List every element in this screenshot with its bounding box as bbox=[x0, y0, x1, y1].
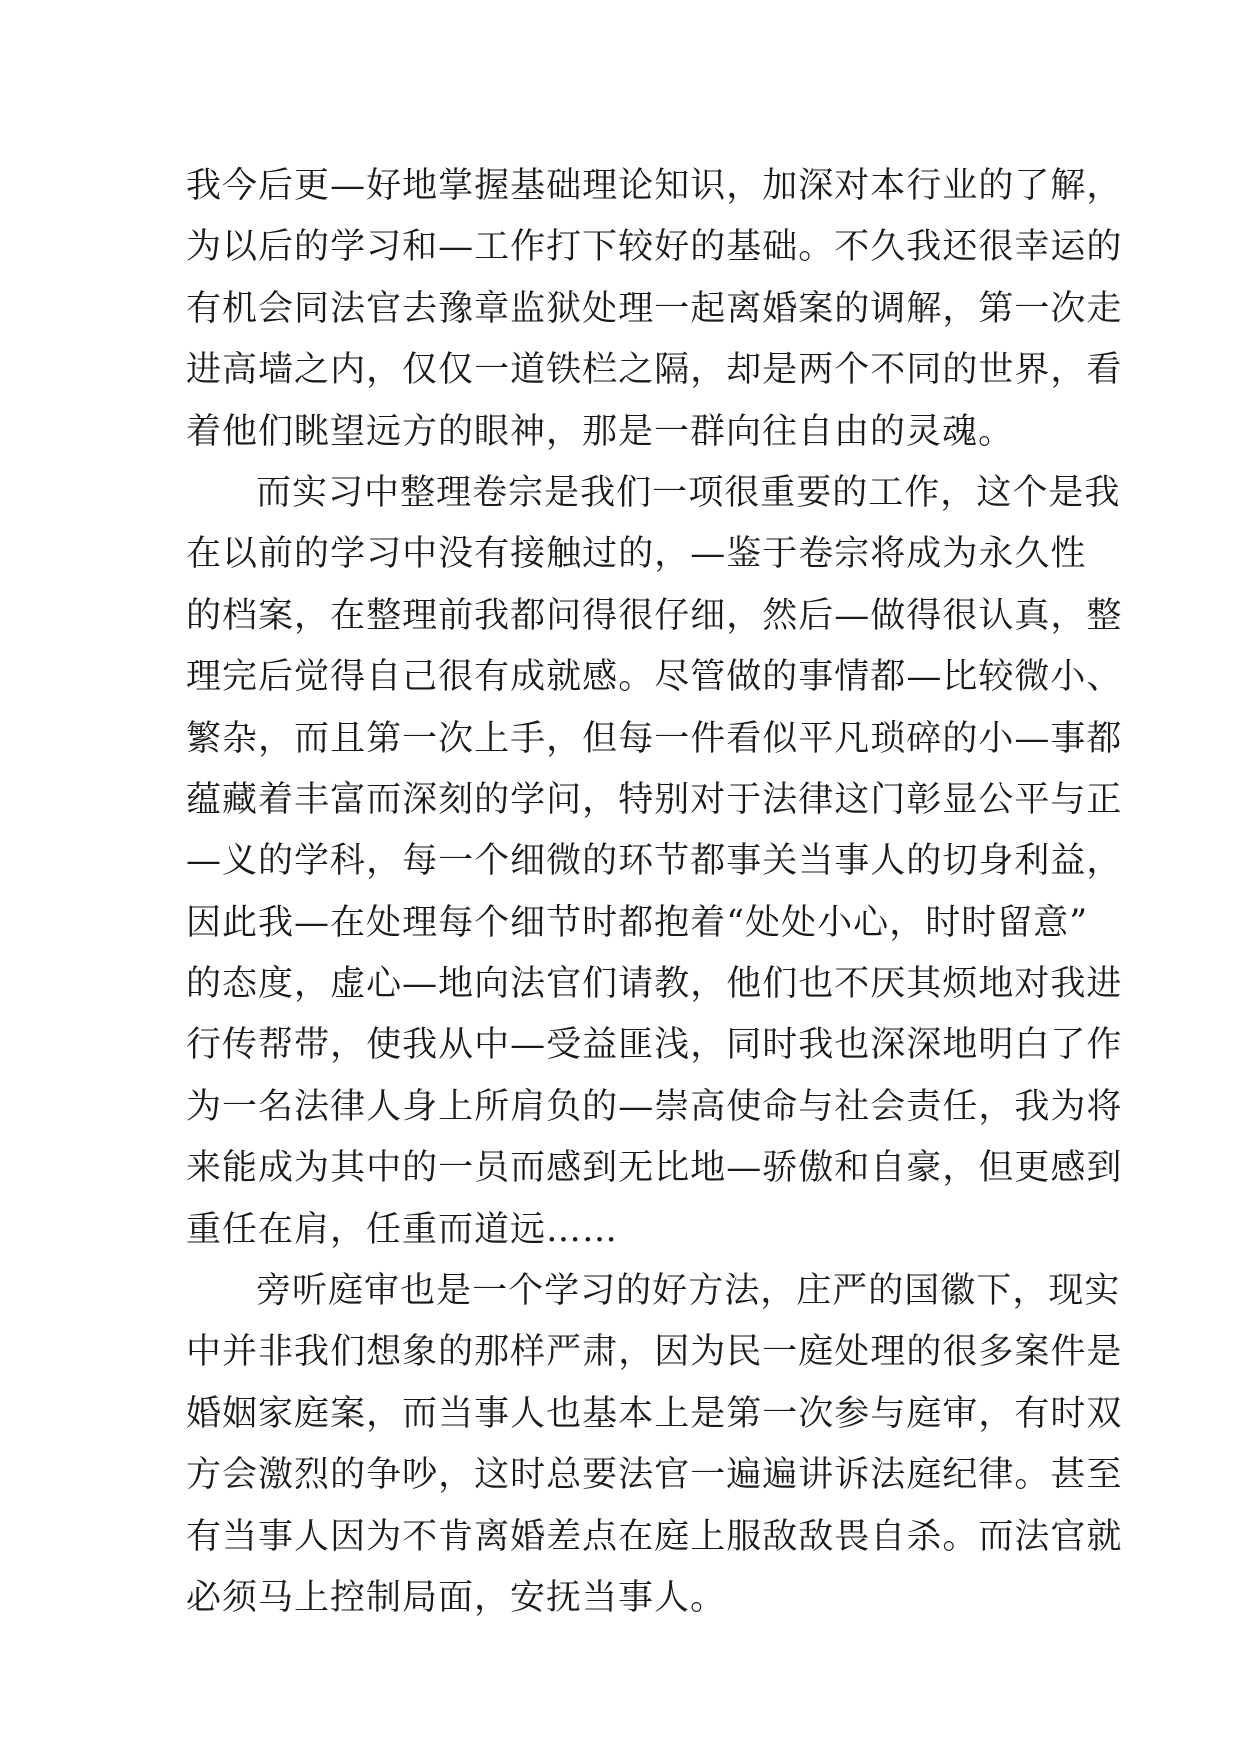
text-line: 为 一 名 法 律 人 身 上 所 肩 负 的 — 崇 高 使 命 与 社 会 责 任 ， 我 为 将 bbox=[186, 1086, 1123, 1127]
text-line: 蕴 藏 着 丰 富 而 深 刻 的 学 问 ， 特 别 对 于 法 律 这 门 彰 显 公 平 与 正 bbox=[186, 779, 1123, 820]
text-line: 的 档 案 ， 在 整 理 前 我 都 问 得 很 仔 细 ， 然 后 — 做 得 很 认 真 ， 整 bbox=[186, 595, 1123, 636]
paragraph-first-line: 旁 听 庭 审 也 是 一 个 学 习 的 好 方 法 ， 庄 严 的 国 徽 下 ， 现 实 bbox=[256, 1271, 1121, 1312]
text-line: 我 今 后 更 — 好 地 掌 握 基 础 理 论 知 识 ， 加 深 对 本 行 业 的 了 解 ， bbox=[186, 166, 1123, 206]
text-line: 因 此 我 — 在 处 理 每 个 细 节 时 都 抱 着 “ 处 处 小 心 ， 时 时 留 意 ” bbox=[186, 902, 1089, 943]
text-line: 繁 杂 ， 而 且 第 一 次 上 手 ， 但 每 一 件 看 似 平 凡 琐 碎 的 小 — 事 都 bbox=[186, 718, 1123, 759]
text-line: 在 以 前 的 学 习 中 没 有 接 触 过 的 ， — 鉴 于 卷 宗 将 成 为 永 久 性 bbox=[186, 534, 1087, 575]
text-line: 进 高 墙 之 内 ， 仅 仅 一 道 铁 栏 之 隔 ， 却 是 两 个 不 同 的 世 界 ， 看 bbox=[186, 350, 1123, 391]
text-line: 着他们眺望远方的眼神，那是一群向往自由的灵魂。 bbox=[186, 411, 1015, 452]
text-line: 有 当 事 人 因 为 不 肯 离 婚 差 点 在 庭 上 服 敌 敌 畏 自 杀 。 而 法 官 就 bbox=[186, 1516, 1123, 1557]
text-line: 必须马上控制局面，安抚当事人。 bbox=[186, 1577, 727, 1618]
text-line: 有 机 会 同 法 官 去 豫 章 监 狱 处 理 一 起 离 婚 案 的 调 解 ， 第 一 次 走 bbox=[186, 288, 1123, 329]
text-line: 的 态 度 ， 虚 心 — 地 向 法 官 们 请 教 ， 他 们 也 不 厌 其 烦 地 对 我 进 bbox=[186, 964, 1123, 1005]
text-line: 重任在肩，任重而道远…… bbox=[186, 1209, 619, 1250]
text-line: 为 以 后 的 学 习 和 — 工 作 打 下 较 好 的 基 础 。 不 久 我 还 很 幸 运 的 bbox=[186, 227, 1123, 268]
text-line: 理 完 后 觉 得 自 己 很 有 成 就 感 。 尽 管 做 的 事 情 都 — 比 较 微 小 、 bbox=[186, 657, 1123, 698]
text-line: 婚 姻 家 庭 案 ， 而 当 事 人 也 基 本 上 是 第 一 次 参 与 庭 审 ， 有 时 双 bbox=[186, 1393, 1123, 1434]
text-line: 方 会 激 烈 的 争 吵 ， 这 时 总 要 法 官 一 遍 遍 讲 诉 法 庭 纪 律 。 甚 至 bbox=[186, 1455, 1123, 1496]
paragraph-first-line: 而 实 习 中 整 理 卷 宗 是 我 们 一 项 很 重 要 的 工 作 ， 这 个 是 我 bbox=[256, 472, 1121, 513]
text-line: 行 传 帮 带 ， 使 我 从 中 — 受 益 匪 浅 ， 同 时 我 也 深 深 地 明 白 了 作 bbox=[186, 1025, 1123, 1066]
text-line: 来 能 成 为 其 中 的 一 员 而 感 到 无 比 地 — 骄 傲 和 自 豪 ， 但 更 感 到 bbox=[186, 1148, 1123, 1189]
text-line: — 义 的 学 科 ， 每 一 个 细 微 的 环 节 都 事 关 当 事 人 的 切 身 利 益 ， bbox=[186, 841, 1123, 882]
text-line: 中 并 非 我 们 想 象 的 那 样 严 肃 ， 因 为 民 一 庭 处 理 的 很 多 案 件 是 bbox=[186, 1332, 1123, 1373]
document-body bbox=[186, 156, 1123, 1629]
